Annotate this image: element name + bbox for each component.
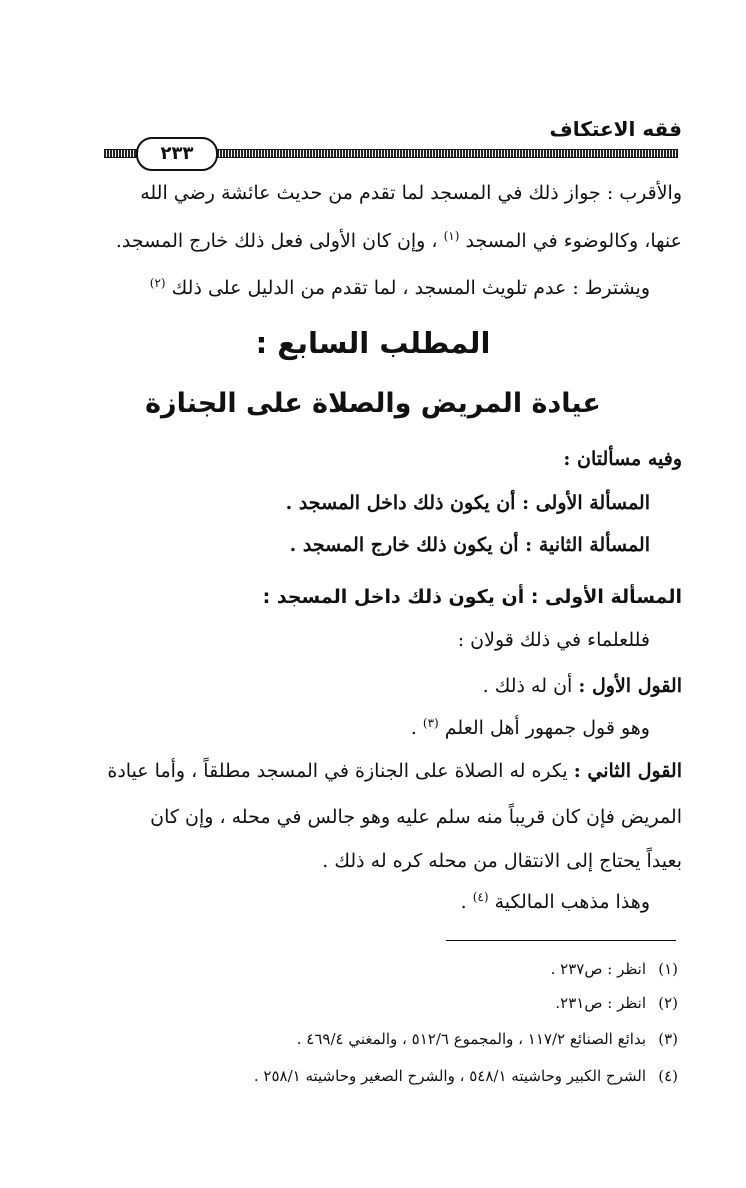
issue-heading: المسألة الأولى : أن يكون ذلك داخل المسجد : — [262, 586, 682, 608]
footnote-number: (٣) — [658, 1030, 678, 1048]
footnote — [254, 1067, 678, 1085]
paragraph-line — [150, 276, 650, 300]
footnote — [555, 994, 678, 1012]
text-segment: أن له ذلك . — [482, 675, 573, 697]
text-segment: ويشترط : عدم تلويث المسجد ، لما تقدم من الدليل على ذلك — [171, 277, 650, 299]
opinion-label: القول الثاني : — [573, 760, 682, 782]
text-segment: عنها، وكالوضوء في المسجد — [465, 230, 682, 252]
footnote-ref: (٤) — [472, 890, 489, 904]
footnote-ref: (٢) — [149, 276, 166, 290]
footnote-text: انظر : ص٢٣١. — [555, 994, 646, 1012]
issue-item: المسألة الثانية : أن يكون ذلك خارج المسجد . — [289, 534, 650, 556]
footnote-text: الشرح الكبير وحاشيته ٥٤٨/١ ، والشرح الصغير وحاشيته ٢٥٨/١ . — [253, 1067, 646, 1085]
footnote — [551, 960, 678, 978]
opinion-label: القول الأول : — [578, 675, 682, 697]
footnote-number: (٤) — [658, 1067, 678, 1085]
paragraph-line: بعيداً يحتاج إلى الانتقال من محله كره له ذلك . — [322, 850, 682, 872]
section-title: المطلب السابع : — [255, 326, 491, 360]
footnote-ref: (١) — [443, 229, 460, 243]
issues-intro: وفيه مسألتان : — [563, 448, 682, 470]
footnote-text: انظر : ص٢٣٧ . — [550, 960, 646, 978]
text-segment: ، وإن كان الأولى فعل ذلك خارج المسجد. — [115, 230, 438, 252]
text-segment: . — [410, 717, 417, 739]
paragraph-line: المريض فإن كان قريباً منه سلم عليه وهو جالس في محله ، وإن كان — [150, 806, 682, 828]
paragraph-line: فللعلماء في ذلك قولان : — [457, 629, 650, 651]
footnote-ref: (٣) — [422, 716, 439, 730]
footnote-number: (٢) — [658, 994, 678, 1012]
footnote-number: (١) — [658, 960, 678, 978]
header-rule-stub — [104, 149, 136, 158]
paragraph-line — [461, 890, 650, 914]
running-header-title: فقه الاعتكاف — [549, 117, 682, 141]
paragraph-line — [483, 675, 682, 698]
text-segment: وهذا مذهب المالكية — [494, 891, 650, 913]
paragraph-line: والأقرب : جواز ذلك في المسجد لما تقدم من حديث عائشة رضي الله — [140, 182, 682, 204]
text-segment: وهو قول جمهور أهل العلم — [444, 717, 650, 739]
paragraph-line — [116, 229, 682, 253]
footnote-separator — [446, 940, 676, 941]
paragraph-line — [107, 760, 682, 783]
issue-item: المسألة الأولى : أن يكون ذلك داخل المسجد . — [285, 492, 650, 514]
footnote — [297, 1030, 678, 1048]
text-segment: . — [460, 891, 467, 913]
page-number-badge: ٢٣٣ — [136, 137, 218, 171]
section-subtitle: عيادة المريض والصلاة على الجنازة — [145, 388, 601, 419]
text-segment: يكره له الصلاة على الجنازة في المسجد مطلقاً ، وأما عيادة — [107, 760, 568, 782]
paragraph-line — [411, 716, 650, 740]
footnote-text: بدائع الصنائع ١١٧/٢ ، والمجموع ٥١٢/٦ ، والمغني ٤٦٩/٤ . — [296, 1030, 646, 1048]
